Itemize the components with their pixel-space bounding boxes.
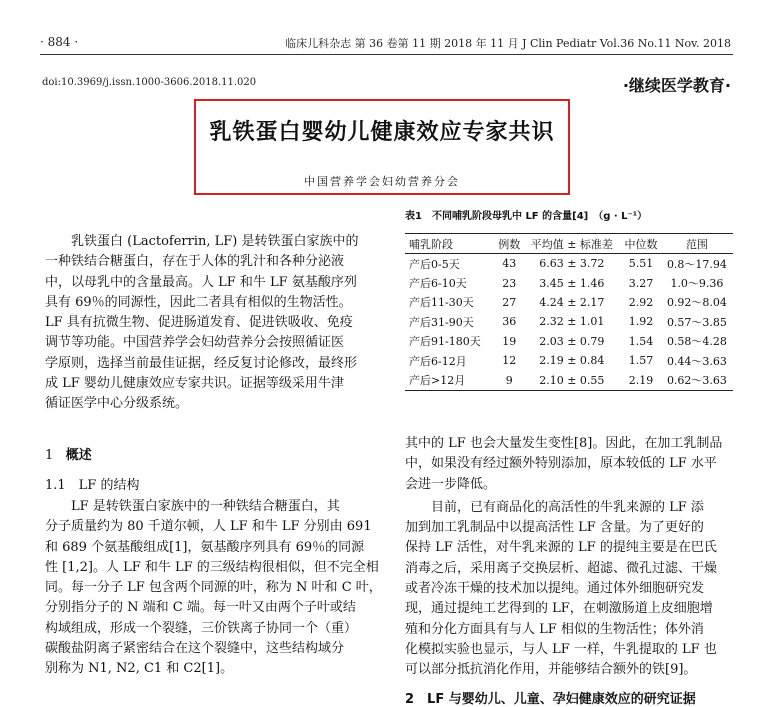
text-line: 乳铁蛋白 (Lactoferrin, LF) 是转铁蛋白家族中的 [71,234,359,249]
table-row [405,254,733,274]
text-line: 性 [1,2]。人 LF 和牛 LF 的三级结构很相似，但不完全相 [45,559,379,575]
article-author: 中国营养学会妇幼营养分会 [304,175,460,188]
table-cell: 0.8～17.94 [666,257,727,271]
table-cell: 19 [502,334,517,348]
section2-heading: 2 LF 与婴幼儿、儿童、孕妇健康效应的研究证据 [405,692,696,707]
table-cell: 产后91-180天 [409,335,481,349]
article-title: 乳铁蛋白婴幼儿健康效应专家共识 [209,120,555,145]
table-cell: 0.62～3.63 [661,370,733,390]
text-line: 中，如果没有经过额外特别添加，原本较低的 LF 水平 [405,456,717,472]
table-body [405,254,733,391]
text-line: 构域组成，形成一个裂缝，三价铁离子协同一个（重） [45,620,358,636]
title-highlight-box [194,99,570,195]
table-cell: 2.10 ± 0.55 [522,370,621,390]
table-header-cell: 平均值 ± 标准差 [522,234,621,254]
right-column-text [405,434,735,681]
intro-paragraph [45,232,380,415]
table-cell: 1.57 [628,354,654,368]
table-cell: 43 [502,257,517,271]
section-label: ·继续医学教育· [622,76,731,95]
table-row [405,293,733,312]
table-row [405,351,733,370]
table-cell: 4.24 ± 2.17 [539,295,605,309]
text-line: 现，通过提纯工艺得到的 LF，在刺激肠道上皮细胞增 [405,601,713,617]
table-cell: 2.32 ± 1.01 [539,315,605,329]
table-cell: 0.92～8.04 [666,296,727,310]
page-number: · 884 · [40,35,79,49]
section-number: 1 [45,448,54,463]
table-cell: 2.19 ± 0.84 [539,354,605,368]
table-cell: 产后0-5天 [409,257,460,271]
text-line: 分子质量约为 80 千道尔顿，人 LF 和牛 LF 分别由 691 [45,519,372,535]
table-cell: 0.44～3.63 [666,354,727,368]
table-cell: 23 [502,276,517,290]
text-line: 保持 LF 活性，对牛乳来源的 LF 的提纯主要是在巴氏 [405,540,717,556]
text-line: 会进一步降低。 [405,476,497,492]
table-cell: 1.92 [628,315,654,329]
table-header-row [405,234,733,254]
table-cell: 产后11-30天 [409,296,474,310]
table-cell: 2.92 [628,295,654,309]
table-row [405,332,733,351]
text-line: 可以部分抵抗消化作用，并能够结合额外的铁[9]。 [405,662,697,678]
lf-content-table [405,233,733,391]
journal-header: 临床儿科杂志 第 36 卷第 11 期 2018 年 11 月 J Clin Pediatr Vol.36 No.11 Nov. 2018 [285,37,731,50]
text-line: 其中的 LF 也会大量发生变性[8]。因此，在加工乳制品 [405,436,723,451]
header-rule [40,54,733,55]
table-cell: 0.58～4.28 [666,335,727,349]
text-line: 化模拟实验也显示，与人 LF 一样，牛乳提取的 LF 也 [405,641,717,657]
table-cell: 36 [502,315,517,329]
table-header-cell: 例数 [496,234,522,254]
text-line: 中，以母乳中的含量最高。人 LF 和牛 LF 氨基酸序列 [45,274,357,290]
text-line: 目前，已有商品化的高活性的牛乳来源的 LF 添 [431,499,704,515]
table-caption: 表1 不同哺乳阶段母乳中 LF 的含量[4] （g · L⁻¹） [405,211,648,222]
table-cell: 产后6-10天 [409,277,467,291]
text-line: 一种铁结合糖蛋白，存在于人体的乳汁和各种分泌液 [45,254,345,270]
text-line: 循证医学中心分级系统。 [45,396,189,412]
table-header-cell: 中位数 [621,234,661,254]
table-row [405,312,733,331]
table-header-cell: 范围 [661,234,733,254]
table-header-cell: 哺乳阶段 [405,234,496,254]
text-line: 加到加工乳制品中以提高活性 LF 含量。为了更好的 [405,520,704,536]
table-cell: 产后6-12月 [409,354,467,368]
table-cell: 0.57～3.85 [666,315,727,329]
table-cell: 1.54 [628,334,654,348]
table-cell: 产后>12月 [405,370,496,390]
table-cell: 2.19 [621,370,661,390]
subsection-heading: 1.1 LF 的结构 [45,478,140,493]
table-cell: 6.63 ± 3.72 [539,257,605,271]
table-row [405,273,733,292]
table-cell: 2.03 ± 0.79 [539,334,605,348]
table-cell: 3.27 [628,276,654,290]
text-line: 别称为 N1, N2, C1 和 C2[1]。 [45,661,234,677]
table-cell: 产后31-90天 [409,315,474,329]
doi: doi:10.3969/j.issn.1000-3606.2018.11.020 [42,77,257,88]
text-line: LF 具有抗微生物、促进肠道发育、促进铁吸收、免疫 [45,315,353,331]
text-line: 碳酸盐阴离子紧密结合在这个裂缝中，这些结构域分 [45,641,345,657]
table-cell: 9 [496,370,522,390]
text-line: 和 689 个氨基酸组成[1]，氨基酸序列具有 69％的同源 [45,539,365,555]
text-line: 分别指分子的 N 端和 C 端。每一叶又由两个子叶或结 [45,600,356,616]
text-line: 同。每一分子 LF 包含两个同源的叶，称为 N 叶和 C 叶， [45,580,382,596]
table-cell: 12 [502,354,517,368]
text-line: 具有 69％的同源性，因此二者具有相似的生物活性。 [45,294,352,310]
table-cell: 3.45 ± 1.46 [539,276,605,290]
table-row [405,370,733,390]
structure-paragraph [45,497,380,680]
table-cell: 1.0～9.36 [670,277,724,291]
section-title: 概述 [65,448,92,463]
section-heading [45,444,92,463]
text-line: 成 LF 婴幼儿健康效应专家共识。证据等级采用牛津 [45,376,344,392]
text-line: 殖和分化方面具有与人 LF 相似的生物活性；体外消 [405,621,704,637]
table-cell: 5.51 [628,257,654,271]
text-line: 调节等功能。中国营养学会妇幼营养分会按照循证医 [45,335,345,351]
table-cell: 27 [502,295,517,309]
text-line: 或者冷冻干燥的技术加以提纯。通过体外细胞研究发 [405,581,705,597]
text-line: 学原则，选择当前最佳证据，经反复讨论修改，最终形 [45,355,358,371]
text-line: 消毒之后，采用离子交换层析、超滤、微孔过滤、干燥 [405,560,718,576]
text-line: LF 是转铁蛋白家族中的一种铁结合糖蛋白，其 [71,499,340,514]
